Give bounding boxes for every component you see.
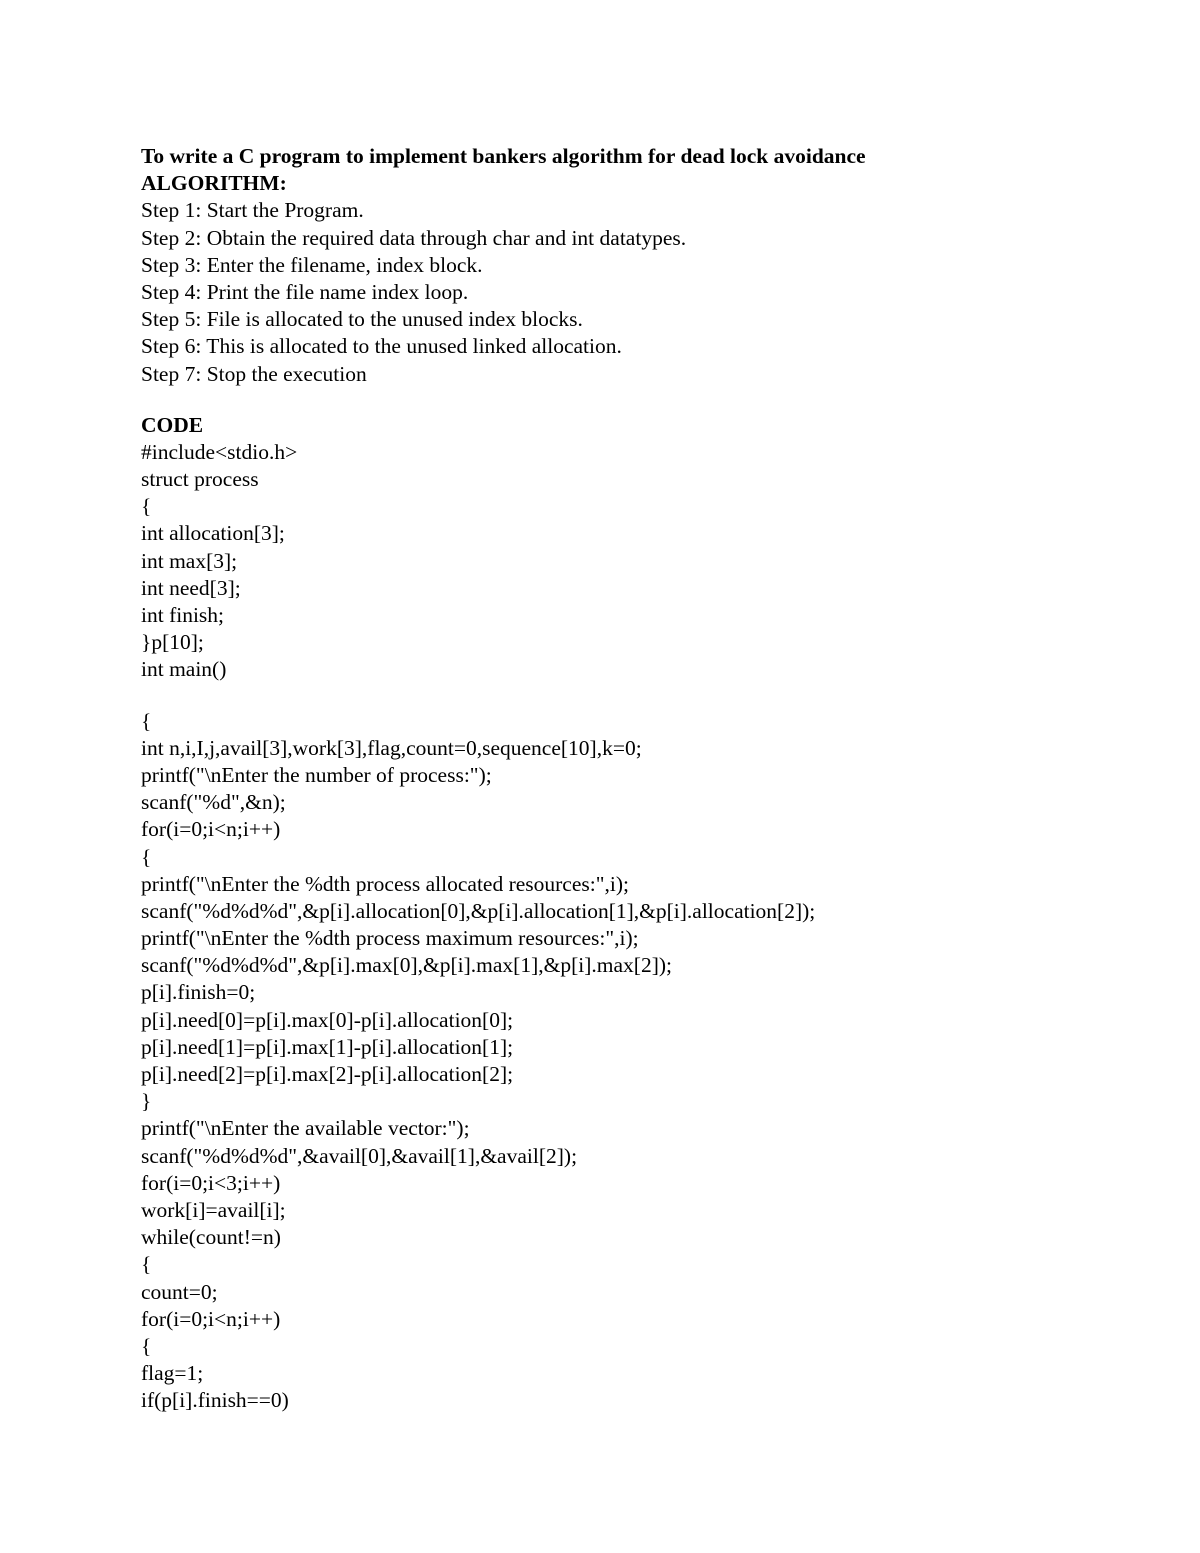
code-line: printf("\nEnter the number of process:"); [141, 762, 492, 787]
code-line: while(count!=n) [141, 1225, 281, 1250]
code-line: p[i].finish=0; [141, 980, 256, 1005]
code-line: scanf("%d%d%d",&p[i].max[0],&p[i].max[1],&p[i].max[2]); [141, 953, 672, 978]
step-line: Step 3: Enter the filename, index block. [141, 252, 483, 277]
step-line: Step 4: Print the file name index loop. [141, 279, 469, 304]
code-block-part1 [141, 439, 1141, 684]
code-line: for(i=0;i<n;i++) [141, 817, 281, 842]
code-line: int finish; [141, 603, 225, 627]
code-line: { [141, 494, 152, 519]
code-line: scanf("%d%d%d",&p[i].allocation[0],&p[i].allocation[1],&p[i].allocation[2]); [141, 898, 816, 923]
code-line: int main() [141, 657, 227, 682]
code-line: { [141, 844, 152, 869]
document-page [141, 143, 1141, 1414]
code-line: int need[3]; [141, 575, 241, 600]
step-line: Step 6: This is allocated to the unused linked allocation. [141, 334, 622, 359]
code-line: }p[10]; [141, 630, 204, 655]
code-line: printf("\nEnter the %dth process maximum resources:",i); [141, 926, 639, 951]
code-line: { [141, 1252, 152, 1277]
step-line: Step 5: File is allocated to the unused index blocks. [141, 307, 583, 332]
code-line: #include<stdio.h> [141, 439, 298, 464]
document-title: To write a C program to implement bankers algorithm for dead lock avoidance [141, 144, 866, 168]
step-line: Step 7: Stop the execution [141, 361, 367, 386]
code-line: scanf("%d",&n); [141, 790, 286, 815]
algorithm-steps [141, 197, 1141, 387]
code-line: struct process [141, 467, 259, 492]
code-heading: CODE [141, 412, 204, 437]
code-line: scanf("%d%d%d",&avail[0],&avail[1],&avail[2]); [141, 1143, 578, 1168]
code-line: } [141, 1089, 152, 1114]
code-spacer [141, 684, 1141, 708]
code-line: int n,i,I,j,avail[3],work[3],flag,count=0,sequence[10],k=0; [141, 735, 642, 760]
code-line: flag=1; [141, 1361, 204, 1386]
code-line: work[i]=avail[i]; [141, 1197, 286, 1222]
code-line: int allocation[3]; [141, 521, 285, 546]
code-line: p[i].need[2]=p[i].max[2]-p[i].allocation[2]; [141, 1062, 514, 1086]
code-line: if(p[i].finish==0) [141, 1388, 289, 1413]
step-line: Step 1: Start the Program. [141, 198, 364, 223]
code-line: p[i].need[0]=p[i].max[0]-p[i].allocation[0]; [141, 1007, 514, 1032]
code-line: p[i].need[1]=p[i].max[1]-p[i].allocation[1]; [141, 1034, 514, 1059]
code-line: for(i=0;i<n;i++) [141, 1306, 281, 1331]
code-block-part2 [141, 708, 1141, 1415]
code-line: int max[3]; [141, 548, 238, 573]
step-line: Step 2: Obtain the required data through char and int datatypes. [141, 225, 687, 250]
code-line: { [141, 708, 152, 733]
code-line: printf("\nEnter the available vector:"); [141, 1116, 470, 1141]
algorithm-heading: ALGORITHM: [141, 171, 287, 196]
code-line: printf("\nEnter the %dth process allocated resources:",i); [141, 871, 629, 896]
code-line: count=0; [141, 1279, 218, 1304]
code-line: for(i=0;i<3;i++) [141, 1170, 281, 1195]
code-line: { [141, 1333, 152, 1358]
section-spacer [141, 388, 1141, 412]
